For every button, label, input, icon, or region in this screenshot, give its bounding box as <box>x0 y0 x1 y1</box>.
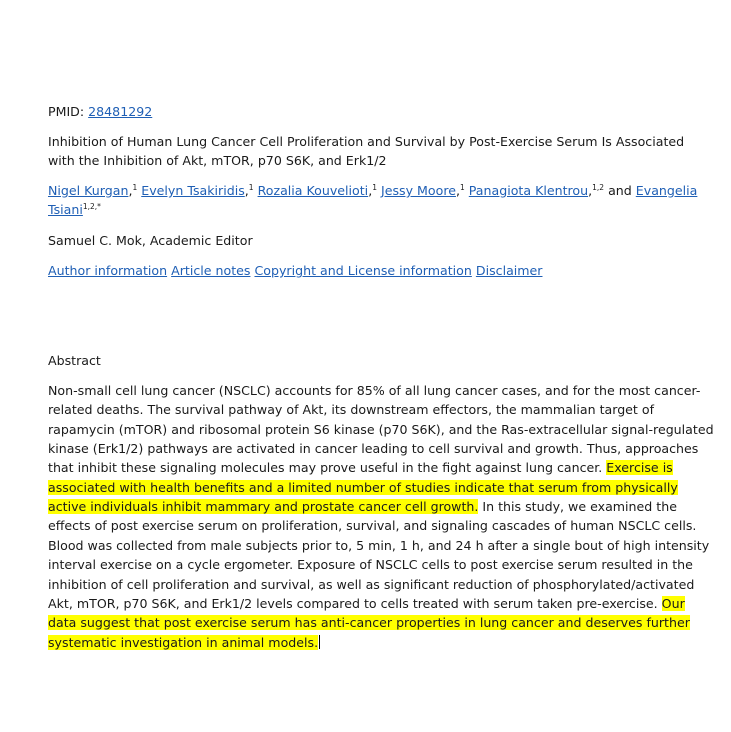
author-link[interactable]: Nigel Kurgan <box>48 183 129 198</box>
author-link[interactable]: Jessy Moore <box>381 183 456 198</box>
highlighted-text: Our <box>661 595 685 611</box>
pmid-line <box>48 102 152 122</box>
abstract-text: Akt, mTOR, p70 S6K, and Erk1/2 levels compared to cells treated with serum taken pre-exercise. <box>48 595 662 611</box>
pmid-label: PMID: <box>48 104 85 119</box>
text-cursor <box>319 635 320 649</box>
abstract-text: inhibition of cell proliferation and survival, as well as significant reduction of phosphorylated/activated <box>48 576 695 592</box>
abstract-line <box>48 381 700 401</box>
copyright-link[interactable]: Copyright and License information <box>254 263 472 278</box>
author-information-link[interactable]: Author information <box>48 263 168 278</box>
author-list: Nigel Kurgan,$^1$ Evelyn Tsakiridis,$^1$ Rozalia Kouvelioti,$^1$ Jessy Moore,$^1$ Panagiota Klentrou,$^{1,2}$ and Evangelia <box>48 183 698 198</box>
article-title-line-1: Inhibition of Human Lung Cancer Cell Proliferation and Survival by Post-Exercise Serum Is Associated <box>48 134 685 149</box>
abstract-line <box>48 594 685 614</box>
author-conjunction: and <box>608 183 632 198</box>
highlighted-text: associated with health benefits and a limited number of studies indicate that serum from physically <box>48 479 678 495</box>
abstract-line <box>48 439 698 459</box>
article-title-line-2: with the Inhibition of Akt, mTOR, p70 S6K, and Erk1/2 <box>48 153 387 168</box>
abstract-text: In this study, we examined the <box>478 499 677 515</box>
article-links <box>48 261 542 281</box>
abstract-line <box>48 613 690 633</box>
abstract-line <box>48 400 654 420</box>
highlighted-text: data suggest that post exercise serum has anti-cancer properties in lung cancer and deserves further <box>48 615 690 631</box>
abstract-text: kinase (Erk1/2) pathways are activated in cancer leading to cell survival and growth. Thus, approaches <box>48 441 699 457</box>
author-link[interactable]: Rozalia Kouvelioti <box>257 183 369 198</box>
abstract-text: effects of post exercise serum on proliferation, survival, and signaling cascades of human NSCLC cells. <box>48 518 697 534</box>
author-affiliation: 1,2 <box>592 183 605 192</box>
academic-editor: Samuel C. Mok, Academic Editor <box>48 233 253 248</box>
author-affiliation: 1,2,* <box>82 202 101 211</box>
abstract-line <box>48 536 709 556</box>
author-link[interactable]: Evelyn Tsakiridis <box>141 183 245 198</box>
abstract-text: Non-small cell lung cancer (NSCLC) accounts for 85% of all lung cancer cases, and for the most cancer- <box>48 383 701 398</box>
author-affiliation: 1 <box>248 183 254 192</box>
abstract-text: Blood was collected from male subjects prior to, 5 min, 1 h, and 24 h after a single bout of high intensity <box>48 537 710 553</box>
highlighted-text: systematic investigation in animal models. <box>48 634 319 650</box>
disclaimer-link[interactable]: Disclaimer <box>475 263 543 278</box>
abstract-line <box>48 633 320 653</box>
abstract-heading: Abstract <box>48 353 101 368</box>
abstract-line <box>48 497 677 517</box>
highlighted-text: Exercise is <box>606 460 673 476</box>
author-link-last-part-2[interactable]: Tsiani <box>48 202 83 217</box>
abstract-text: related deaths. The survival pathway of Akt, its downstream effectors, the mammalian target of <box>48 402 655 418</box>
author-list-continued <box>48 200 101 220</box>
abstract-line <box>48 478 678 498</box>
pmid-link[interactable]: 28481292 <box>88 104 153 119</box>
abstract-line <box>48 420 714 440</box>
author-link-last-part-1[interactable]: Evangelia <box>635 183 698 198</box>
author-affiliation: 1 <box>459 183 465 192</box>
highlighted-text: active individuals inhibit mammary and prostate cancer cell growth. <box>48 499 479 515</box>
article-notes-link[interactable]: Article notes <box>171 263 251 278</box>
abstract-line <box>48 458 673 478</box>
abstract-line <box>48 516 696 536</box>
author-affiliation: 1 <box>372 183 377 192</box>
author-affiliation: 1 <box>132 183 138 192</box>
abstract-text: rapamycin (mTOR) and ribosomal protein S6 kinase (p70 S6K), and the Ras-extracellular signal-regulated <box>48 421 714 437</box>
author-link[interactable]: Panagiota Klentrou <box>468 183 589 198</box>
abstract-text: interval exercise on a cycle ergometer. Exposure of NSCLC cells to post exercise serum resulted in the <box>48 557 693 573</box>
abstract-line <box>48 555 693 575</box>
abstract-line <box>48 575 694 595</box>
abstract-text: that inhibit these signaling molecules may prove useful in the fight against lung cancer. <box>48 460 607 476</box>
